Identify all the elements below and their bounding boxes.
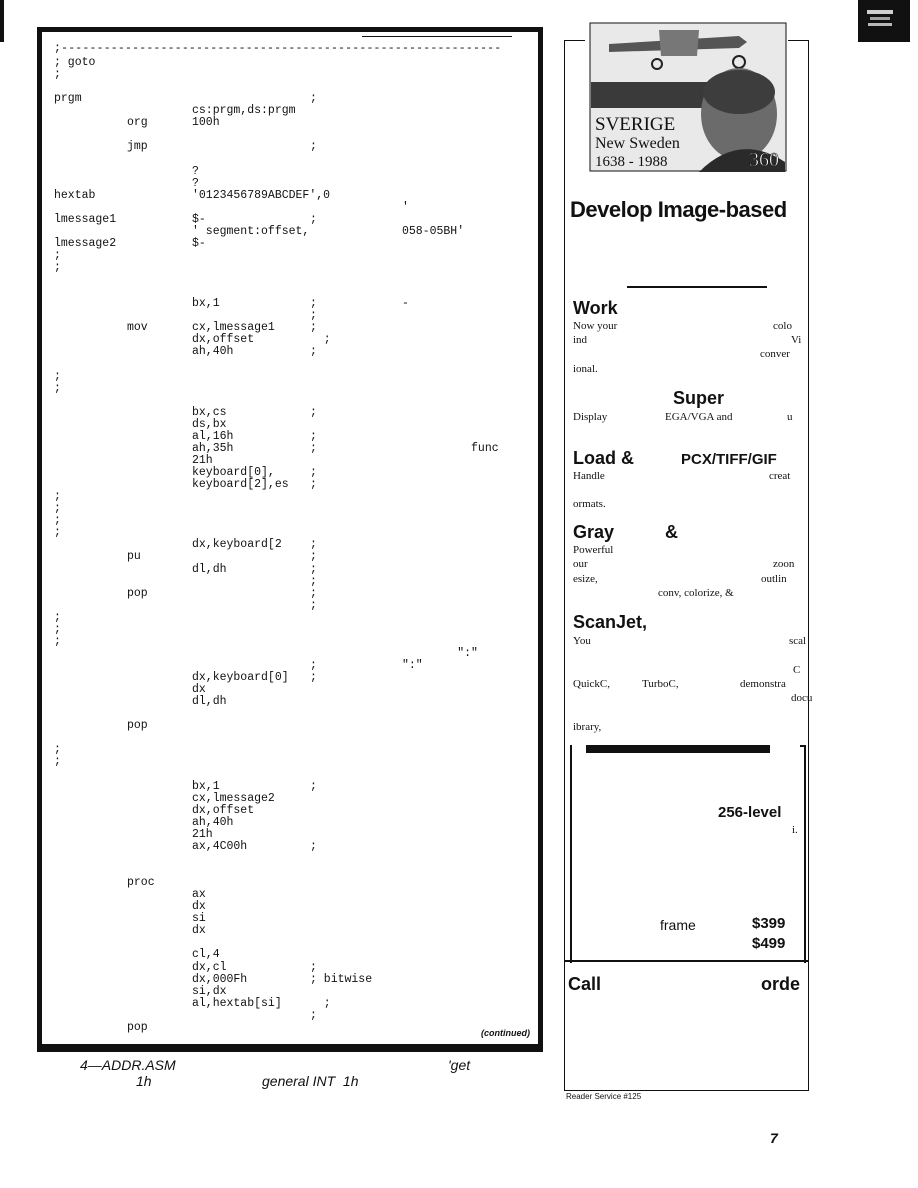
code-c2: proc [127,876,155,890]
code-c1: prgm [54,92,82,106]
gray-line-2b: zoon [773,558,795,570]
code-c4: ; [310,574,317,588]
code-c4: ; [310,478,317,492]
code-c4: ; [310,960,317,974]
code-c4: ; [310,321,317,335]
work-line-1b: colo [773,320,792,332]
scanjet-line-4a: QuickC, [573,678,610,690]
code-c1: lmessage2 [54,236,117,250]
code-c4: ; [310,779,317,793]
listing-top-rule [362,36,512,37]
code-c3: dx [192,924,206,938]
code-c3: bx,1 [192,297,220,311]
code-c5: func [402,441,499,455]
caption-get: 'get [448,1057,471,1073]
stamp-value: 360 [749,149,779,171]
code-c3: si [192,912,206,926]
work-line-1a: Now your [573,320,618,332]
code-c3: ax,4C00h [192,839,248,853]
code-c1: hextab [54,188,96,202]
code-c3: ax [192,888,206,902]
code-c5: ":" [402,659,423,672]
scanjet-line-7a: ibrary, [573,721,602,733]
page-number: 7 [770,1130,778,1146]
code-c1: ; [54,526,61,540]
code-c3: bx,1 [192,779,220,793]
super-line-b: EGA/VGA and [665,411,733,423]
code-c2: jmp [127,140,148,154]
load-line-3a: ormats. [573,498,606,510]
code-c3: dl,dh [192,562,227,576]
code-c1: lmessage1 [54,212,117,226]
gray-line-4a: conv, colorize, & [658,587,734,599]
code-c3: cx,lmessage1 [192,321,275,335]
code-c1: ; [54,743,61,757]
code-c2: mov [127,321,148,335]
code-c2: pop [127,1020,148,1034]
section-title-super: Super [673,388,725,408]
code-c3: cl,4 [192,948,220,962]
code-c1: ; [54,261,61,275]
code-c1: ; [54,502,61,516]
code-c3: ' segment:offset, [192,224,310,238]
code-c4: ; [310,1008,317,1022]
scanjet-line-5b: docu [791,692,813,704]
code-c3: dl,dh [192,695,227,709]
super-line-a: Display [573,411,608,423]
code-c3: bx,cs [192,405,227,419]
code-c4: ; [310,550,317,564]
ad-headline: Develop Image-based [570,197,787,222]
code-c2: pop [127,719,148,733]
ad-headline-rule [627,286,767,288]
scanjet-line-4c: demonstra [740,678,786,690]
code-c4: ; bitwise [310,972,373,986]
ad-top-rule-right [788,40,808,41]
code-c5: ' [402,200,409,214]
code-c3: dx,cl [192,960,227,974]
code-c4: ; [310,586,317,600]
code-c3: cx,lmessage2 [192,791,275,805]
work-line-2a: ind [573,334,588,346]
load-line-1a: Handle [573,470,605,482]
code-c3: $- [192,236,206,250]
pricing-box [570,745,806,963]
code-c3: keyboard[2],es [192,478,289,492]
code-c5: ":" [402,646,478,660]
code-c4: ; [310,333,331,347]
section-title-load: Load & [573,448,634,468]
code-c5: - [402,297,409,311]
code-c1: ; [54,610,61,624]
code-c1: ; [54,490,61,504]
code-c4: ; [310,996,331,1010]
work-line-2b: Vi [791,334,802,346]
section-title-work: Work [573,298,618,318]
code-c4: ; [310,405,317,419]
code-c3: 21h [192,453,213,467]
gray-line-2a: our [573,558,588,570]
code-c3: al,16h [192,429,234,443]
code-c1: ; goto [54,56,96,69]
code-c3: dx,keyboard[0] [192,671,289,685]
code-c3: ? [192,164,199,178]
code-c1: ; [54,381,61,395]
load-line-1b: creat [769,470,791,482]
code-c3: dx [192,683,206,697]
code-c3: dx,000Fh [192,972,248,986]
comment-rule: ;-------------------------------------------------------------- [54,42,502,55]
reader-service-label: Reader Service #125 [566,1092,642,1101]
code-c3: 100h [192,116,220,130]
scanjet-line-3b: C [793,664,801,676]
code-listing-body [42,32,538,1044]
code-c4: ; [310,297,317,311]
super-line-c: u [787,411,793,423]
code-c3: 21h [192,827,213,841]
code-c3: dx,offset [192,333,255,347]
code-c4: ; [310,466,317,480]
code-c1: ; [54,755,61,769]
code-c3: dx [192,900,206,914]
pricing-box-tick [800,745,806,747]
forest-icon [591,82,711,108]
code-c5: 058-05BH' [402,224,465,238]
code-c3: ah,40h [192,345,234,359]
code-c3: ? [192,176,199,190]
code-c3: cs:prgm,ds:prgm [192,104,296,118]
price-1: $399 [752,915,786,932]
code-c2: pop [127,586,148,600]
code-c1: ; [54,369,61,383]
code-c4: ; [310,538,317,552]
code-c4: ; [310,429,317,443]
gray-line-1a: Powerful [573,544,614,556]
code-c3: keyboard[0], [192,466,275,480]
continued-label: (continued) [481,1028,530,1038]
section-title-gray: Gray [573,522,615,542]
ad-bottom-rule [565,960,808,962]
caption-int: 1h [136,1073,152,1089]
code-c3: '0123456789ABCDEF',0 [192,188,331,202]
code-c3: dx,offset [192,803,255,817]
pricing-box-bar [586,745,770,753]
code-c4: ; [310,441,317,455]
price-2: $499 [752,935,786,952]
gray-line-3a: esize, [573,573,598,585]
call-label: Call [568,974,602,994]
ad-top-rule-left [565,40,585,41]
code-c4: ; [310,562,317,576]
code-c4: ; [310,839,317,853]
scanjet-line-1a: You [573,635,591,647]
scanjet-line-1b: scal [789,635,807,647]
code-listing [37,27,543,1052]
stamp-country: SVERIGE [595,114,676,135]
advertisement [564,40,813,1091]
stamp-image [589,22,787,172]
code-c1: ; [54,514,61,528]
stamp-years: 1638 - 1988 [595,154,668,170]
code-c2: pu [127,550,141,564]
code-c1: ; [54,68,61,82]
caption-general-int: general INT 1h [262,1073,359,1089]
scanjet-line-4b: TurboC, [642,678,679,690]
code-c3: al,hextab[si] [192,996,282,1010]
section-title-formats: PCX/TIFF/GIF [681,451,777,468]
code-c4: ; [310,212,317,226]
section-title-scanjet: ScanJet, [573,612,648,632]
code-c3: ds,bx [192,417,227,431]
stamp-subtitle: New Sweden [595,135,680,152]
code-c4: ; [310,92,317,106]
code-c4: ; [310,598,317,612]
code-c4: ; [310,345,317,359]
code-c3: dx,keyboard[2 [192,538,282,552]
caption-listing-name: 4—ADDR.ASM [80,1057,176,1073]
left-edge-rule [0,0,4,42]
code-c4: ; [310,671,317,685]
code-c1: ; [54,248,61,262]
corner-mark-icon [865,6,895,32]
code-c1: ; [54,634,61,648]
code-c3: ah,35h [192,441,234,455]
code-c3: ah,40h [192,815,234,829]
grayscale-level: 256-level [718,804,782,821]
box-mark: i. [792,824,798,836]
frame-label: frame [660,917,696,933]
gray-line-3b: outlin [761,573,787,585]
code-c4: ; [310,140,317,154]
work-line-3b: conver [760,348,790,360]
code-c2: org [127,116,148,130]
section-title-ampersand: & [665,522,678,542]
order-label: orde [761,974,801,994]
code-c4: ; [310,659,317,672]
work-line-4a: ional. [573,363,598,375]
code-c3: $- [192,212,206,226]
code-c1: ; [54,622,61,636]
code-c3: si,dx [192,984,227,998]
code-c4: ; [310,309,317,323]
